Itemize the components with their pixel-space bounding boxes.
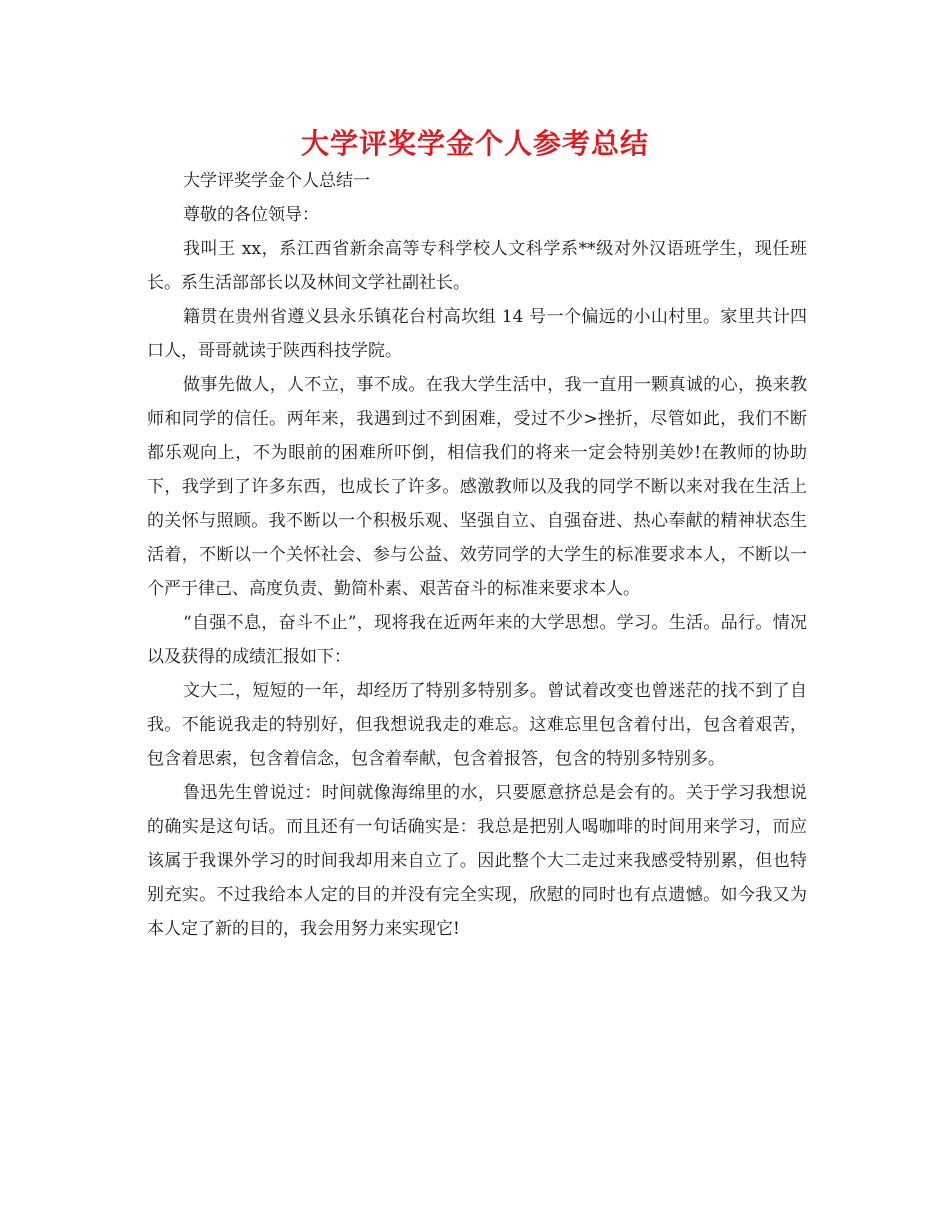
paragraph-character: 做事先做人，人不立，事不成。在我大学生活中，我一直用一颗真诚的心，换来教师和同学的信任。两年来，我遇到过不到困难，受过不少>挫折，尽管如此，我们不断都乐观向上，不为眼前的困难所吓倒，相信我们的将来一定会特别美妙!在教师的协助下，我学到了许多东西，也成长了许多。感激教师以及我的同学不断以来对我在生活上的关怀与照顾。我不断以一个积极乐观、坚强自立、自强奋进、热心奉献的精神状态生活着，不断以一个关怀社会、参与公益、效劳同学的大学生的标准要求本人，不断以一个严于律己、高度负责、勤简朴素、艰苦奋斗的标准来要求本人。: [147, 375, 807, 599]
paragraph-second-year: 文大二，短短的一年，却经历了特别多特别多。曾试着改变也曾迷茫的找不到了自我。不能说我走的特别好，但我想说我走的难忘。这难忘里包含着付出，包含着艰苦，包含着思索，包含着信念，包含着奉献，包含着报答，包含的特别多特别多。: [147, 681, 807, 769]
paragraph-subtitle: 大学评奖学金个人总结一: [183, 171, 370, 191]
paragraph-salutation: 尊敬的各位领导：: [183, 205, 319, 225]
paragraph-hometown: 籍贯在贵州省遵义县永乐镇花台村高坎组 14 号一个偏远的小山村里。家里共计四口人，哥哥就读于陕西科技学院。: [147, 307, 807, 361]
paragraph-introduction: 我叫王 xx，系江西省新余高等专科学校人文科学系**级对外汉语班学生，现任班长。系生活部部长以及林间文学社副社长。: [147, 239, 807, 293]
paragraph-study: 鲁迅先生曾说过：时间就像海绵里的水，只要愿意挤总是会有的。关于学习我想说的确实是这句话。而且还有一句话确实是：我总是把别人喝咖啡的时间用来学习，而应该属于我课外学习的时间我却用来自立了。因此整个大二走过来我感受特别累，但也特别充实。不过我给本人定的目的并没有完全实现，欣慰的同时也有点遗憾。如今我又为本人定了新的目的，我会用努力来实现它!: [147, 783, 807, 939]
document-title: 大学评奖学金个人参考总结: [300, 127, 649, 160]
document-body: [147, 164, 807, 946]
paragraph-report-intro: “自强不息，奋斗不止”，现将我在近两年来的大学思想。学习。生活。品行。情况以及获得的成绩汇报如下：: [147, 613, 807, 667]
